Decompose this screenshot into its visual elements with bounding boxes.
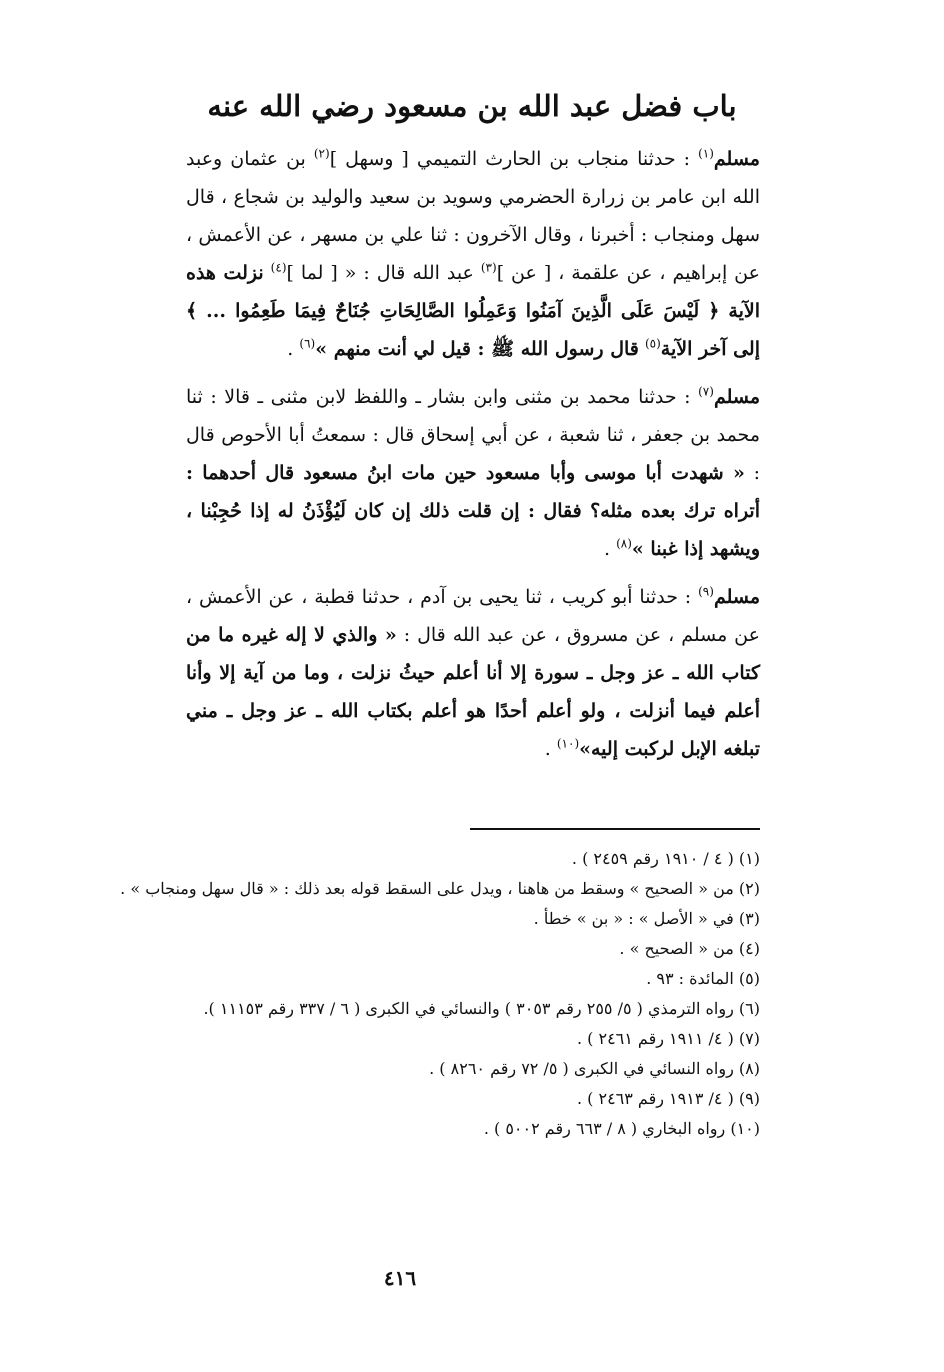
hadith-paragraph-2: مسلم$^{(٧)}$ : حدثنا محمد بن مثنى وابن بشار ـ واللفظ لابن مثنى ـ قالا : ثنا محمد بن جعفر ، ثنا شعبة ، عن أبي إسحاق قال : سمعتُ أبا الأحوص قال : « شهدت أبا موسى وأبا مسعود حين مات ابنُ مسعود قال أحدهما : أتراه ترك بعده مثله؟ فقال : إن قلت ذلك إن كان لَيُؤْذَنُ له إذا حُجِبْنا ، ويشهد إذا غبنا »$^{(٨)}$ .	[186, 384, 760, 560]
source-label: مسلم	[713, 148, 760, 170]
isnad-text: : حدثنا منجاب بن الحارث التميمي [ وسهل ]	[329, 148, 691, 170]
footnote-ref: (١٠)	[556, 736, 580, 751]
isnad-text: : حدثنا محمد بن مثنى وابن بشار ـ واللفظ لابن مثنى ـ قالا : ثنا محمد بن جعفر ، ثنا شعبة ، عن أبي إسحاق قال : سمعتُ أبا الأحوص قال :	[186, 386, 760, 484]
footnote-item: (٤) من « الصحيح » .	[619, 939, 760, 958]
matn-text: قال رسول الله ﷺ : قيل لي أنت منهم »	[315, 338, 639, 360]
isnad-text: بن عثمان وعبد الله ابن عامر بن زرارة الحضرمي وسويد بن سعيد والوليد بن شجاع ، قال سهل ومنجاب : أخبرنا ، وقال الآخرون : ثنا علي بن مسهر ، عن الأعمش ، عن إبراهيم ، عن علقمة ، [ عن ]	[186, 148, 760, 284]
matn-text: « شهدت أبا موسى وأبا مسعود حين مات ابنُ مسعود قال أحدهما : أتراه ترك بعده مثله؟ فقال : إن قلت ذلك إن كان لَيُؤْذَنُ له إذا حُجِبْنا ، ويشهد إذا غبنا »	[186, 462, 760, 560]
footnote-divider	[470, 828, 760, 830]
isnad-text: : حدثنا أبو كريب ، ثنا يحيى بن آدم ، حدثنا قطبة ، عن الأعمش ، عن مسلم ، عن مسروق ، عن عبد الله قال :	[186, 586, 760, 646]
footnote-ref: (٧)	[698, 384, 714, 399]
footnote-ref: (٥)	[644, 336, 661, 351]
footnote-ref: (٦)	[299, 336, 316, 351]
footnote-item: (٣) في « الأصل » : « بن » خطأ .	[533, 909, 760, 928]
hadith-paragraph-1: مسلم$^{(١)}$ : حدثنا منجاب بن الحارث التميمي [ وسهل ]$^{(٢)}$ بن عثمان وعبد الله ابن عامر بن زرارة الحضرمي وسويد بن سعيد والوليد بن شجاع ، قال سهل ومنجاب : أخبرنا ، وقال الآخرون : ثنا علي بن مسهر ، عن الأعمش ، عن إبراهيم ، عن علقمة ، [ عن ]$^{(٣)}$ عبد الله قال : « [ لما ]$^{(٤)}$ نزلت هذه الآية ﴿ لَيْسَ عَلَى الَّذِينَ آمَنُوا وَعَمِلُوا الصَّالِحَاتِ جُنَاحٌ فِيمَا طَعِمُوا ... ﴾ إلى آخر الآية$^{(٥)}$ قال رسول الله ﷺ : قيل لي أنت منهم »$^{(٦)}$ .	[186, 146, 760, 360]
footnote-item: (٢) من « الصحيح » وسقط من هاهنا ، ويدل على السقط قوله بعد ذلك : « قال سهل ومنجاب » .	[120, 879, 760, 898]
main-text	[186, 140, 760, 778]
footnote-ref: (٢)	[313, 146, 330, 161]
source-label: مسلم	[713, 586, 760, 608]
footnotes	[20, 844, 760, 1144]
page-number: ٤١٦	[383, 1266, 417, 1290]
matn-text: نزلت هذه الآية ﴿ لَيْسَ عَلَى الَّذِينَ آمَنُوا وَعَمِلُوا الصَّالِحَاتِ جُنَاحٌ فِيمَا طَعِمُوا ... ﴾ إلى آخر الآية	[186, 262, 760, 360]
footnote-ref: (٣)	[480, 260, 497, 275]
footnote-ref: (٩)	[698, 584, 714, 599]
source-label: مسلم	[713, 386, 760, 408]
isnad-text: عبد الله قال : « [ لما ]	[286, 262, 474, 284]
footnote-item: (١) ( ٤ / ١٩١٠ رقم ٢٤٥٩ ) .	[571, 849, 760, 868]
footnote-ref: (٤)	[270, 260, 287, 275]
footnote-item: (١٠) رواه البخاري ( ٨ / ٦٦٣ رقم ٥٠٠٢ ) .	[483, 1119, 760, 1138]
footnote-ref: (٨)	[616, 536, 632, 551]
chapter-title: باب فضل عبد الله بن مسعود رضي الله عنه	[207, 89, 737, 123]
footnote-item: (٨) رواه النسائي في الكبرى ( ٥/ ٧٢ رقم ٨٢٦٠ ) .	[429, 1059, 760, 1078]
hadith-paragraph-3: مسلم$^{(٩)}$ : حدثنا أبو كريب ، ثنا يحيى بن آدم ، حدثنا قطبة ، عن الأعمش ، عن مسلم ، عن مسروق ، عن عبد الله قال : « والذي لا إله غيره ما من كتاب الله ـ عز وجل ـ سورة إلا أنا أعلم حيثُ نزلت ، وما من آية إلا وأنا أعلم فيما أنزلت ، ولو أعلم أحدًا هو أعلم بكتاب الله ـ عز وجل ـ مني تبلغه الإبل لركبت إليه»$^{(١٠)}$ .	[186, 584, 760, 760]
footnote-item: (٦) رواه الترمذي ( ٥/ ٢٥٥ رقم ٣٠٥٣ ) والنسائي في الكبرى ( ٦ / ٣٣٧ رقم ١١١٥٣ ).	[203, 999, 760, 1018]
footnote-ref: (١)	[698, 146, 714, 161]
footnote-item: (٧) ( ٤/ ١٩١١ رقم ٢٤٦١ ) .	[576, 1029, 760, 1048]
footnote-item: (٩) ( ٤/ ١٩١٣ رقم ٢٤٦٣ ) .	[576, 1089, 760, 1108]
matn-text: « والذي لا إله غيره ما من كتاب الله ـ عز وجل ـ سورة إلا أنا أعلم حيثُ نزلت ، وما من آية إلا وأنا أعلم فيما أنزلت ، ولو أعلم أحدًا هو أعلم بكتاب الله ـ عز وجل ـ مني تبلغه الإبل لركبت إليه»	[186, 624, 760, 760]
footnote-item: (٥) المائدة : ٩٣ .	[646, 969, 760, 988]
